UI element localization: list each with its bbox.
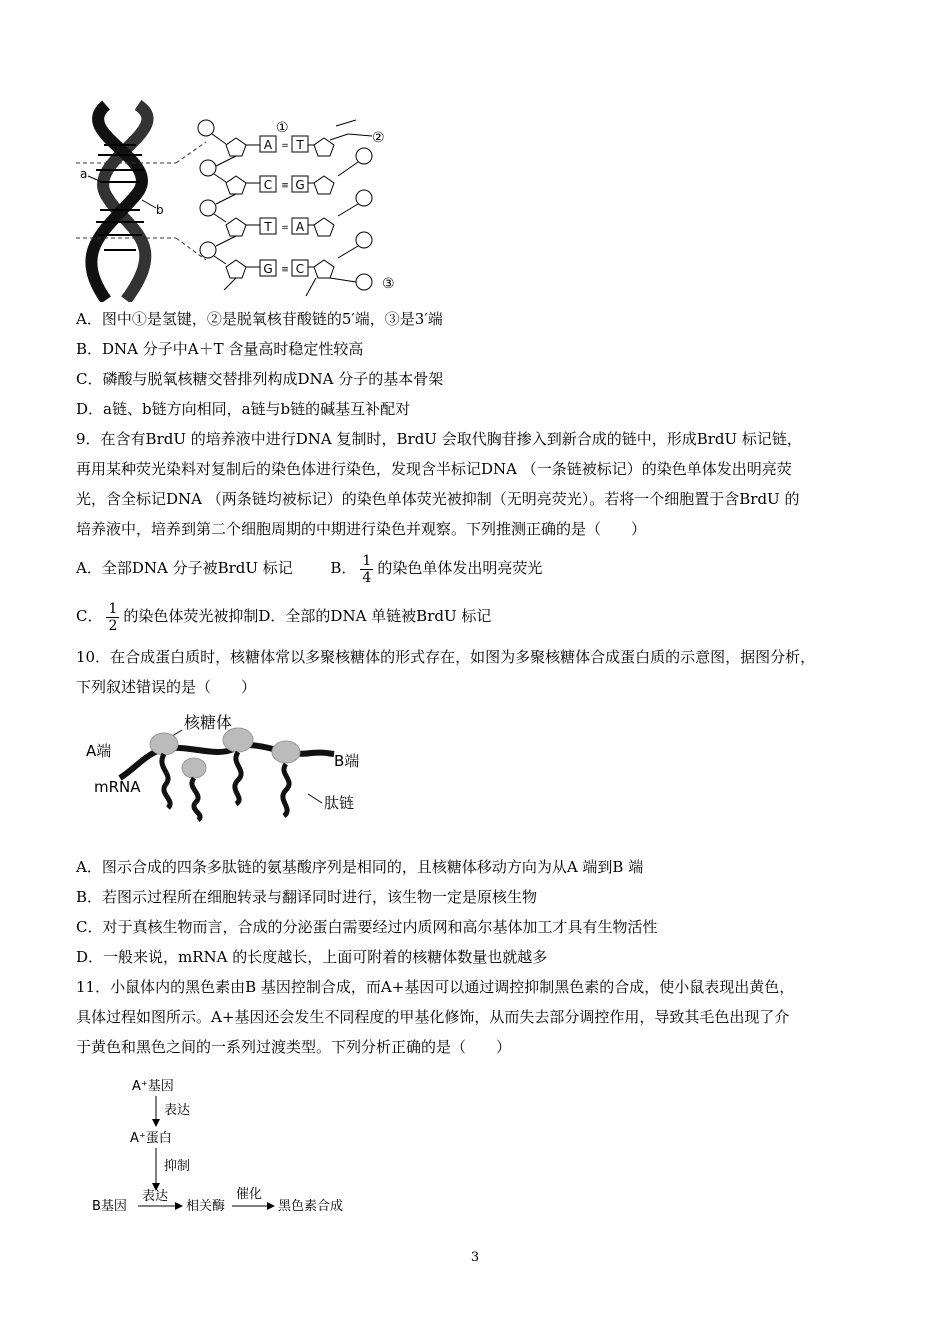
q10-stem-line-1: 10．在合成蛋白质时，核糖体常以多聚核糖体的形式存在，如图为多聚核糖体合成蛋白质的示意图，据图分析， (76, 648, 816, 666)
marker-3: ③ (382, 276, 395, 292)
b-gene: B基因 (92, 1199, 127, 1214)
q9-stem-line-4: 培养液中，培养到第二个细胞周期的中期进行染色并观察。下列推测正确的是（ ） (76, 520, 647, 538)
fraction-one-quarter: $\frac{1}{4}$ (362, 552, 372, 586)
a-plus-gene: A⁺基因 (132, 1079, 174, 1094)
base-right-3: A (295, 220, 305, 234)
left-backbone (198, 120, 246, 290)
svg-text:=: = (281, 223, 289, 233)
q8-option-a: A．图中①是氢键，②是脱氧核苷酸链的5′端，③是3′端 (76, 310, 443, 328)
q9-stem-line-3: 光，含全标记DNA （两条链均被标记）的染色单体荧光被抑制（无明亮荧光）。若将一个细胞置于含BrdU 的 (76, 490, 800, 508)
base-right-2: G (295, 178, 305, 192)
express-label-2: 表达 (142, 1189, 169, 1204)
q10-option-c: C．对于真核生物而言，合成的分泌蛋白需要经过内质网和高尔基体加工才具有生物活性 (76, 918, 658, 936)
page-number: 3 (470, 1250, 480, 1265)
a-end-label: A端 (86, 742, 112, 760)
express-label-1: 表达 (164, 1103, 191, 1118)
q9-option-c-text: 的染色体荧光被抑制D．全部的DNA 单链被BrdU 标记 (123, 607, 492, 625)
strand-label-a: a (80, 167, 88, 181)
strand-label-b: b (156, 203, 164, 217)
melanin-label: 黑色素合成 (278, 1199, 344, 1214)
q8-option-b: B．DNA 分子中A＋T 含量高时稳定性较高 (76, 340, 364, 358)
base-right-4: C (295, 262, 305, 276)
q9-option-c-prefix: C． (76, 607, 103, 625)
q9-option-b-text: 的染色单体发出明亮荧光 (377, 559, 543, 577)
q9-stem-line-2: 再用某种荧光染料对复制后的染色体进行染色，发现含半标记DNA （一条链被标记）的染色单体发出明亮荧 (76, 460, 792, 478)
base-left-1: A (263, 138, 273, 152)
q11-stem-line-1: 11．小鼠体内的黑色素由B 基因控制合成，而A+基因可以通过调控抑制黑色素的合成，使小鼠表现出黄色， (76, 978, 795, 996)
q9-stem-line-1: 9．在含有BrdU 的培养液中进行DNA 复制时，BrdU 会取代胸苷掺入到新合成的链中，形成BrdU 标记链， (76, 430, 802, 448)
marker-1: ① (276, 120, 289, 136)
svg-text:≡: ≡ (281, 181, 289, 191)
base-left-2: C (263, 178, 273, 192)
pathway-diagram (86, 1072, 386, 1222)
base-right-1: T (296, 138, 304, 152)
q10-stem-line-2: 下列叙述错误的是（ ） (76, 678, 257, 696)
q9-option-a: A．全部DNA 分子被BrdU 标记 (76, 559, 293, 577)
dna-structure-figure (76, 100, 416, 302)
q9-option-b-prefix: B． (330, 559, 357, 577)
q10-option-d: D．一般来说，mRNA 的长度越长，上面可附着的核糖体数量也就越多 (76, 948, 548, 966)
a-plus-protein: A⁺蛋白 (130, 1131, 172, 1146)
q9-options-ab (76, 548, 542, 588)
mrna-label: mRNA (94, 778, 141, 796)
svg-text:=: = (281, 141, 289, 151)
inhibit-label: 抑制 (164, 1159, 191, 1174)
q8-option-c: C．磷酸与脱氧核糖交替排列构成DNA 分子的基本骨架 (76, 370, 444, 388)
fraction-one-half: $\frac{1}{2}$ (108, 600, 118, 634)
q9-options-cd (76, 596, 491, 636)
marker-2: ② (372, 130, 385, 146)
base-pairs (246, 136, 314, 276)
b-end-label: B端 (334, 752, 360, 770)
catalyze-label: 催化 (236, 1187, 263, 1202)
svg-text:≡: ≡ (281, 265, 289, 275)
polyribosome-figure (86, 708, 386, 824)
base-left-4: G (263, 262, 273, 276)
q10-option-b: B．若图示过程所在细胞转录与翻译同时进行，该生物一定是原核生物 (76, 888, 538, 906)
q11-stem-line-2: 具体过程如图所示。A+基因还会发生不同程度的甲基化修饰，从而失去部分调控作用，导致其毛色出现了介 (76, 1008, 790, 1026)
q8-option-d: D．a链、b链方向相同，a链与b链的碱基互补配对 (76, 400, 411, 418)
base-left-3: T (264, 220, 272, 234)
q11-stem-line-3: 于黄色和黑色之间的一系列过渡类型。下列分析正确的是（ ） (76, 1038, 512, 1056)
q10-option-a: A．图示合成的四条多肽链的氨基酸序列是相同的，且核糖体移动方向为从A 端到B 端 (76, 858, 644, 876)
peptide-chains (162, 752, 289, 820)
ribosome-label: 核糖体 (184, 713, 233, 732)
peptide-label: 肽链 (324, 794, 355, 812)
enzyme-label: 相关酶 (186, 1199, 226, 1214)
right-backbone (306, 120, 372, 296)
